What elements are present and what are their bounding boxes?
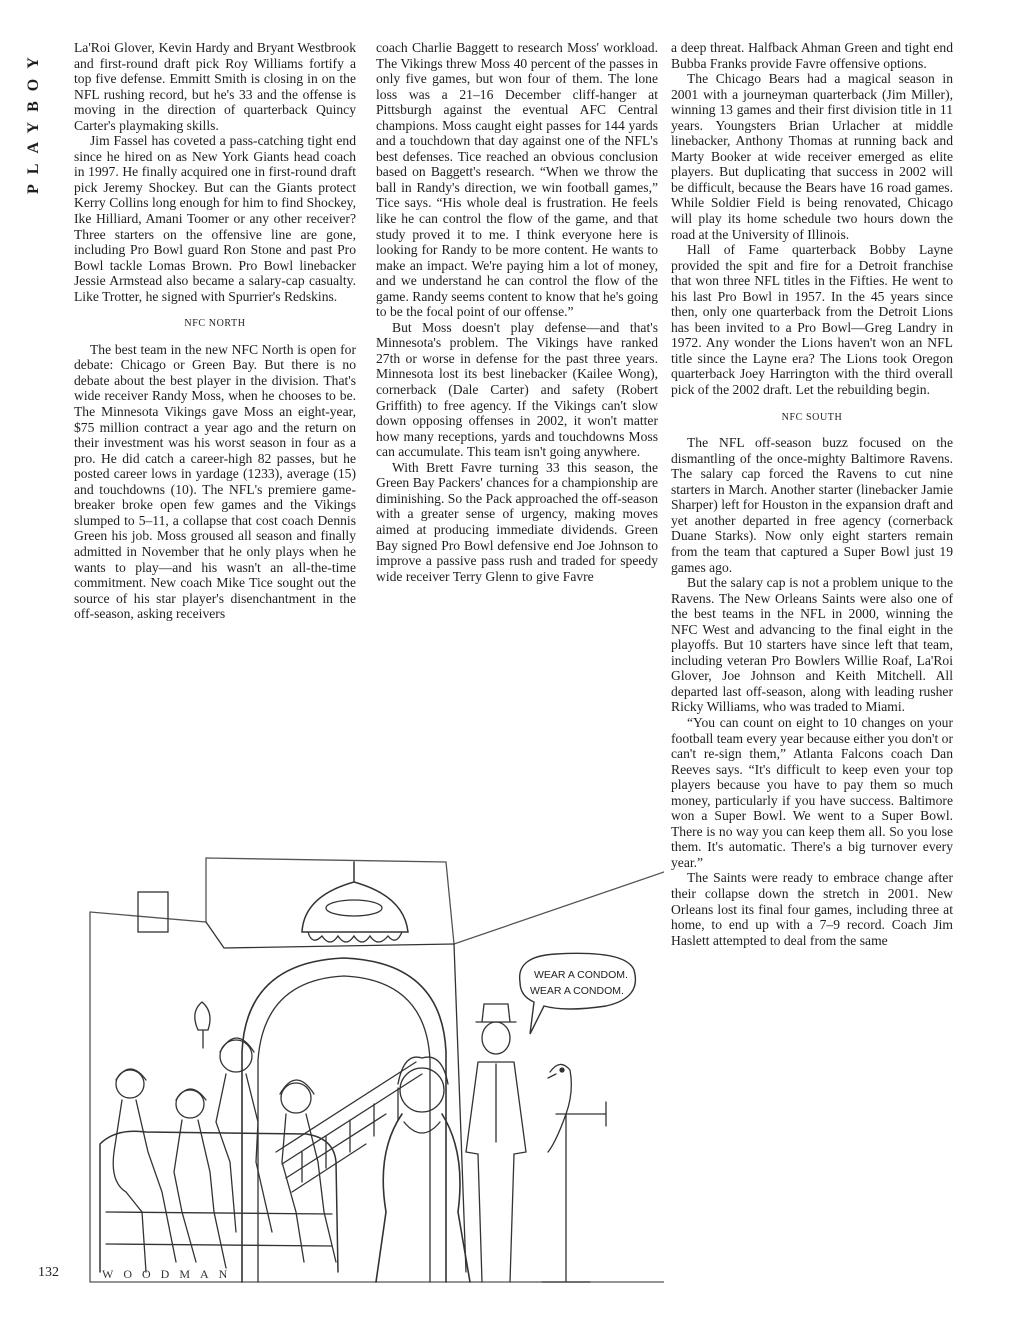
picture-frame bbox=[138, 892, 168, 932]
man-figure bbox=[466, 1004, 526, 1282]
magazine-name: PLAYBOY bbox=[25, 47, 42, 194]
room-outline bbox=[90, 858, 664, 944]
paragraph: The best team in the new NFC North is open for debate: Chicago or Green Bay. But there is no debate about the best player in the division. That's wide receiver Randy Moss, when he chooses to be. The Minnesota Vikings gave Moss an eight-year, $75 million contract a year ago and the return on their investment was his worst season in four as a pro. He did catch a career-high 82 passes, but he posted career lows in yardage (1233), average (15) and touchdowns (10). The NFL's premiere game-breaker broke open few games and the Vikings slumped to 5–11, a collapse that cost coach Dennis Green his job. Moss groused all season and finally admitted in November that he only plays when he wants to play—and his wasn't an all-the-time commitment. New coach Mike Tice sought out the source of his star player's disenchantment in the off-season, asking receivers bbox=[74, 341, 356, 622]
paragraph: The Chicago Bears had a magical season in 2001 with a journeyman quarterback (Jim Miller), winning 13 games and their first division title in 11 years. Youngsters Brian Urlacher at middle linebacker, Anthony Thomas at running back and Marty Booker at wide receiver emerged as elite players. But duplicating that success in 2002 will be difficult, because the Bears have 16 road games. While Soldier Field is being renovated, Chicago will play its home schedule two hours down the road at the University of Illinois. bbox=[671, 71, 953, 242]
paragraph: La'Roi Glover, Kevin Hardy and Bryant Westbrook and first-round draft pick Roy Williams fortify a top five defense. Emmitt Smith is closing in on the NFL rushing record, but he's 33 and the offense is moving in the direction of quarterback Quincy Carter's playmaking skills. bbox=[74, 40, 356, 133]
magazine-name-vertical bbox=[8, 44, 56, 194]
paragraph: The Saints were ready to embrace change after their collapse down the stretch in 2001. New Orleans lost its final four games, including three at home, to end up with a 7–9 record. Coach Jim Haslett attempted to deal from the same bbox=[671, 870, 953, 948]
hanging-lamp bbox=[302, 862, 408, 932]
wall-sconce bbox=[195, 1002, 210, 1048]
speech-text-1: WEAR A CONDOM. bbox=[534, 969, 628, 981]
text-column-1 bbox=[74, 40, 356, 622]
paragraph: a deep threat. Halfback Ahman Green and tight end Bubba Franks provide Favre offensive options. bbox=[671, 40, 953, 71]
paragraph: The NFL off-season buzz focused on the dismantling of the once-mighty Baltimore Ravens. The salary cap forced the Ravens to cut nine starters in March. Another starter (linebacker Jamie Sharper) left for Houston in the expansion draft and yet another departed in free agency (cornerback Duane Starks). Now only eight starters remain from the team that captured a Super Bowl just 19 games ago. bbox=[671, 435, 953, 575]
paragraph: coach Charlie Baggett to research Moss' workload. The Vikings threw Moss 40 percent of the passes in only five games, but won four of them. The lone loss was a 21–16 December cliff-hanger at Pittsburgh against the eventual AFC Central champions. Moss caught eight passes for 144 yards and a touchdown that day against one of the NFL's best defenses. Tice reached an obvious conclusion based on Baggett's research. “When we throw the ball in Randy's direction, we win football games,” Tice says. “His whole deal is frustration. He feels like he can control the flow of the game, and that study proved it to me. I think everyone here is looking for Randy to be more content. He wants to make an impact. We're paying him a lot of money, and we understand he can control the flow of the game. Randy seems content to know that he's going to be the focal point of our offense.” bbox=[376, 40, 658, 320]
paragraph: Jim Fassel has coveted a pass-catching tight end since he hired on as New York Giants head coach in 1997. He finally acquired one in first-round draft pick Jeremy Shockey. But can the Giants protect Kerry Collins long enough for him to find Shockey, Ike Hilliard, Amani Toomer or any other receiver? Three starters on the offensive line are gone, including Pro Bowl guard Ron Stone and past Pro Bowl tackle Lomas Brown. Pro Bowl linebacker Jessie Armstead also became a salary-cap casualty. Like Trotter, he signed with Spurrier's Redskins. bbox=[74, 133, 356, 304]
paragraph: But the salary cap is not a problem unique to the Ravens. The New Orleans Saints were also one of the best teams in the NFL in 2000, winning the NFC West and advancing to the final eight in the playoffs. But 10 starters have since left that team, including veteran Pro Bowlers Willie Roaf, La'Roi Glover, Joe Johnson and Keith Mitchell. All departed last off-season, along with leading rusher Ricky Williams, who was traded to Miami. bbox=[671, 575, 953, 715]
archway bbox=[242, 958, 446, 1282]
cartoon-illustration bbox=[86, 852, 664, 1288]
paragraph: Hall of Fame quarterback Bobby Layne provided the spit and fire for a Detroit franchise that won three NFL titles in the Fifties. He went to his last Pro Bowl in 1957. In the 45 years since then, only one quarterback from the Detroit Lions has been invited to a Pro Bowl—Greg Landry in 1972. Any wonder the Lions haven't won an NFL title since the Layne era? The Lions took Oregon quarterback Joey Harrington with the third overall pick of the 2002 draft. Let the rebuilding begin. bbox=[671, 242, 953, 398]
staircase bbox=[276, 1062, 422, 1192]
parrot-figure bbox=[542, 1064, 606, 1282]
paragraph: “You can count on eight to 10 changes on your football team every year because either you don't or can't re-sign them,” Atlanta Falcons coach Dan Reeves says. “It's difficult to keep even your top players because you have to pay them so much money, particularly if you have success. Baltimore won a Super Bowl. We went to a Super Bowl. There is no way you can keep them all. So you lose them. It's automatic. There's a big turnover every year.” bbox=[671, 714, 953, 870]
page-number: 132 bbox=[38, 1265, 59, 1280]
madam-figure bbox=[376, 1057, 470, 1282]
section-heading-nfc-south: NFC SOUTH bbox=[781, 411, 843, 423]
paragraph: With Brett Favre turning 33 this season, the Green Bay Packers' chances for a championship are diminishing. So the Pack approached the off-season with a greater sense of urgency, making moves aimed at producing immediate dividends. Green Bay signed Pro Bowl defensive end Joe Johnson to improve a passive pass rush and traded for speedy wide receiver Terry Glenn to give Favre bbox=[376, 459, 658, 584]
section-heading-nfc-north: NFC NORTH bbox=[184, 318, 246, 330]
paragraph: But Moss doesn't play defense—and that's Minnesota's problem. The Vikings have ranked 27th or worse in defense for the past three years. Minnesota lost its best linebacker (Kailee Wong), cornerback (Dale Carter) and safety (Robert Griffith) to free agency. If the Vikings can't slow down opposing offenses in 2002, it won't matter how many receptions, yards and touchdowns Moss can accumulate. This team isn't going anywhere. bbox=[376, 319, 658, 460]
text-column-3 bbox=[671, 40, 953, 948]
artist-signature: WOODMAN bbox=[102, 1267, 238, 1281]
speech-text-2: WEAR A CONDOM. bbox=[530, 985, 624, 997]
text-column-2 bbox=[376, 40, 658, 584]
